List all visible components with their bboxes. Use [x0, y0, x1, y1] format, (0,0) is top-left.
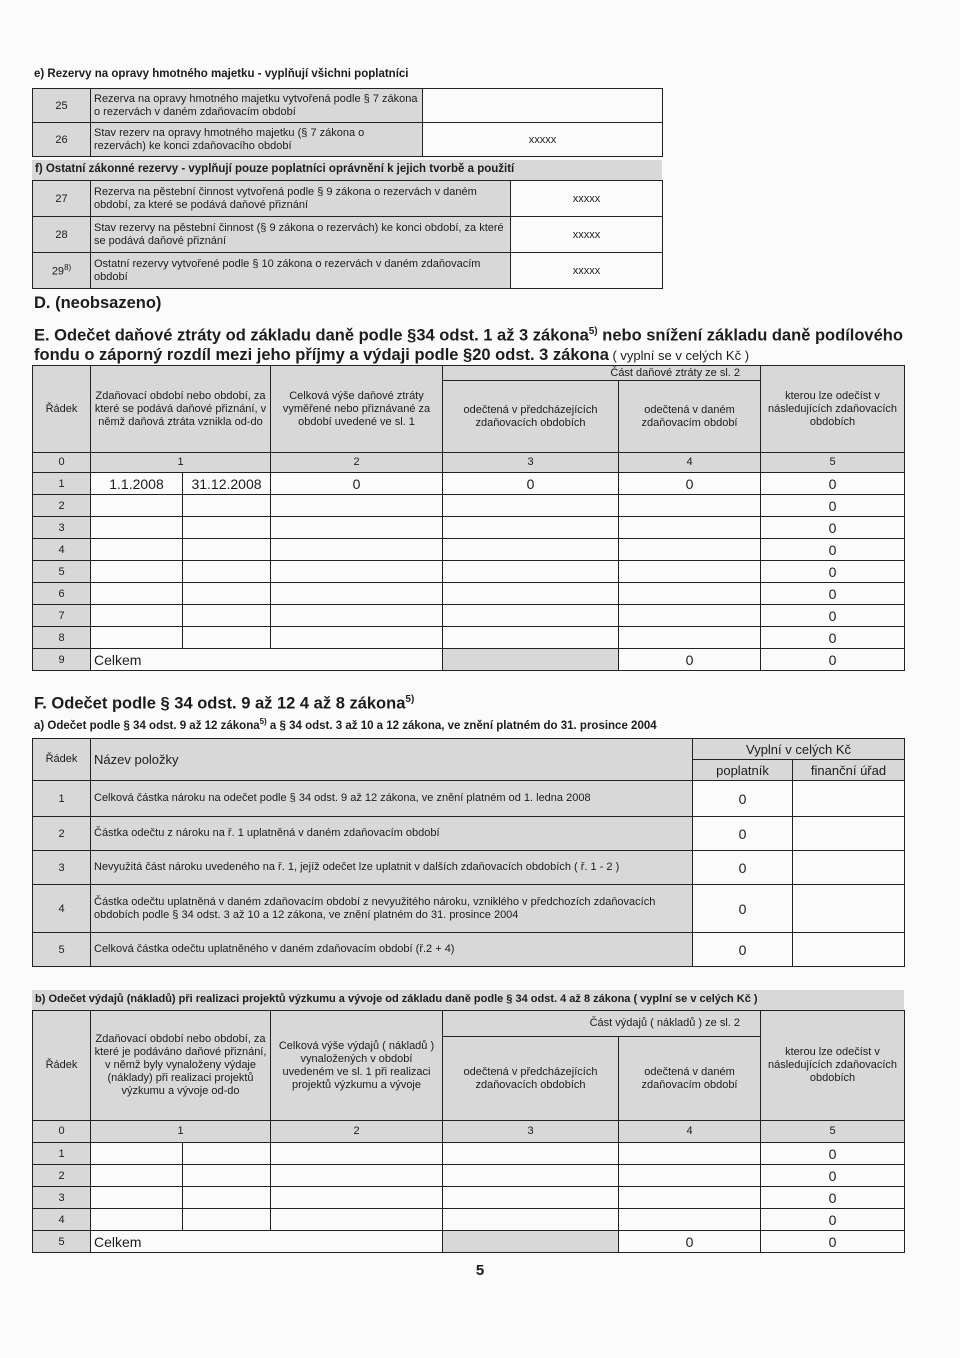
section-f-title: f) Ostatní zákonné rezervy - vyplňují pouze poplatníci oprávnění k jejich tvorbě a použití [32, 160, 662, 180]
value-cell[interactable]: 0 [761, 561, 905, 583]
value-cell[interactable] [271, 1209, 443, 1231]
table-row-total [33, 649, 905, 671]
period-to[interactable] [183, 583, 271, 605]
value-cell[interactable]: xxxxx [511, 217, 663, 253]
table-row [33, 1187, 905, 1209]
col-header-vyplni: Vyplní v celých Kč [693, 739, 905, 760]
value-cell[interactable]: 0 [619, 1231, 761, 1253]
period-to[interactable] [183, 1143, 271, 1165]
col-header-group: Část daňové ztráty ze sl. 2 [443, 366, 761, 381]
table-row [33, 1165, 905, 1187]
table-row [33, 561, 905, 583]
row-number: 26 [33, 123, 91, 157]
value-cell[interactable] [271, 583, 443, 605]
row-number: 4 [33, 1209, 91, 1231]
table-row [33, 217, 663, 253]
value-cell[interactable]: 0 [761, 649, 905, 671]
col-header-period: Zdaňovací období nebo období, za které se podává daňové přiznání, v němž daňová ztráta vznikla od-do [91, 366, 271, 453]
period-from[interactable] [91, 583, 183, 605]
section-F-title: F. Odečet podle § 34 odst. 9 až 12 4 až 8 zákona$^{5)}$ [34, 694, 415, 713]
section-d-title: D. (neobsazeno) [34, 294, 162, 312]
value-cell[interactable] [619, 495, 761, 517]
table-row [33, 851, 905, 885]
row-label: Rezerva na opravy hmotného majetku vytvořená podle § 7 zákona o rezervách v daném zdaňovacím období [91, 89, 423, 123]
value-cell[interactable]: 0 [761, 517, 905, 539]
value-cell[interactable] [271, 1143, 443, 1165]
value-cell[interactable] [443, 495, 619, 517]
deduction-table [32, 738, 905, 967]
value-cell[interactable] [271, 605, 443, 627]
table-row [33, 933, 905, 967]
table-row [33, 89, 663, 123]
value-cell[interactable] [619, 539, 761, 561]
value-cell [443, 1231, 619, 1253]
row-label: Ostatní rezervy vytvořené podle § 10 zákona o rezervách v daném zdaňovacím období [91, 253, 511, 289]
value-cell[interactable] [619, 561, 761, 583]
column-number-row [33, 453, 905, 473]
value-cell[interactable] [443, 1165, 619, 1187]
row-label: Nevyužitá část nároku uvedeného na ř. 1, jejíž odečet lze uplatnit v dalších zdaňovacích obdobích ( ř. 1 - 2 ) [91, 851, 693, 885]
period-to[interactable] [183, 561, 271, 583]
value-cell[interactable]: 0 [761, 1187, 905, 1209]
col-header-radek: Řádek [33, 366, 91, 453]
period-from[interactable] [91, 1209, 183, 1231]
row-label: Celková částka nároku na odečet podle § 34 odst. 9 až 12 zákona, ve znění platném od 1. ledna 2008 [91, 781, 693, 817]
column-number: 3 [443, 453, 619, 473]
column-number: 5 [761, 1121, 905, 1143]
column-number: 4 [619, 453, 761, 473]
column-number: 3 [443, 1121, 619, 1143]
col-header-group: Část výdajů ( nákladů ) ze sl. 2 [443, 1011, 761, 1037]
value-cell[interactable]: xxxxx [423, 123, 663, 157]
period-from[interactable] [91, 627, 183, 649]
research-table [32, 1010, 905, 1253]
value-cell[interactable] [443, 583, 619, 605]
value-cell[interactable]: 0 [271, 473, 443, 495]
col-header-previous: odečtená v předcházejících zdaňovacích obdobích [443, 381, 619, 453]
value-cell[interactable]: 0 [761, 539, 905, 561]
table-row-total [33, 1231, 905, 1253]
period-from[interactable] [91, 495, 183, 517]
value-cell[interactable] [443, 561, 619, 583]
value-cell[interactable]: 0 [761, 627, 905, 649]
column-number: 2 [271, 453, 443, 473]
value-cell[interactable] [271, 495, 443, 517]
row-number: 5 [33, 1231, 91, 1253]
table-row [33, 583, 905, 605]
section-e-title: e) Rezervy na opravy hmotného majetku - vyplňují všichni poplatníci [34, 68, 409, 80]
table-row [33, 817, 905, 851]
table-row [33, 539, 905, 561]
row-number: 5 [33, 933, 91, 967]
value-cell[interactable] [619, 1165, 761, 1187]
column-number: 2 [271, 1121, 443, 1143]
table-row [33, 517, 905, 539]
value-cell [443, 649, 619, 671]
row-number: 5 [33, 561, 91, 583]
value-cell-urad[interactable] [793, 781, 905, 817]
table-row [33, 253, 663, 289]
period-to[interactable] [183, 495, 271, 517]
row-number: 1 [33, 1143, 91, 1165]
col-header-total-loss: Celková výše daňové ztráty vyměřené nebo přiznávané za období uvedené ve sl. 1 [271, 366, 443, 453]
section-Fb-title: b) Odečet výdajů (nákladů) při realizaci projektů výzkumu a vývoje od základu daně podle § 34 odst. 4 až 8 zákona ( vyplní se v celých Kč ) [32, 990, 904, 1010]
table-row [33, 627, 905, 649]
period-from[interactable] [91, 1165, 183, 1187]
value-cell[interactable] [619, 1209, 761, 1231]
value-cell[interactable]: 0 [761, 1209, 905, 1231]
value-cell-poplatnik[interactable]: 0 [693, 851, 793, 885]
value-cell[interactable]: 0 [761, 1143, 905, 1165]
total-label: Celkem [91, 649, 443, 671]
value-cell[interactable] [443, 517, 619, 539]
value-cell[interactable] [271, 627, 443, 649]
value-cell[interactable]: 0 [761, 1165, 905, 1187]
value-cell[interactable] [271, 561, 443, 583]
value-cell-urad[interactable] [793, 851, 905, 885]
value-cell[interactable]: xxxxx [511, 253, 663, 289]
value-cell[interactable] [443, 627, 619, 649]
col-header-urad: finanční úřad [793, 760, 905, 781]
row-number: 25 [33, 89, 91, 123]
column-number: 4 [619, 1121, 761, 1143]
row-number: 7 [33, 605, 91, 627]
col-header-radek: Řádek [33, 739, 91, 781]
col-header-previous: odečtená v předcházejících zdaňovacích obdobích [443, 1037, 619, 1121]
period-from[interactable] [91, 605, 183, 627]
value-cell[interactable] [271, 1165, 443, 1187]
period-from[interactable] [91, 517, 183, 539]
value-cell[interactable]: 0 [761, 605, 905, 627]
period-from[interactable]: 1.1.2008 [91, 473, 183, 495]
table-row [33, 1143, 905, 1165]
table-row [33, 1209, 905, 1231]
row-number: 8 [33, 627, 91, 649]
col-header-current: odečtená v daném zdaňovacím období [619, 381, 761, 453]
value-cell[interactable] [619, 1187, 761, 1209]
value-cell[interactable] [443, 605, 619, 627]
period-to[interactable] [183, 539, 271, 561]
value-cell-poplatnik[interactable]: 0 [693, 817, 793, 851]
column-number: 0 [33, 453, 91, 473]
value-cell[interactable] [619, 583, 761, 605]
col-header-total-costs: Celková výše výdajů ( nákladů ) vynaložených v období uvedeném ve sl. 1 při realizaci projektů výzkumu a vývoje [271, 1011, 443, 1121]
row-number: 2 [33, 817, 91, 851]
row-label: Částka odečtu z nároku na ř. 1 uplatněná v daném zdaňovacím období [91, 817, 693, 851]
column-number: 1 [91, 1121, 271, 1143]
row-number: 3 [33, 851, 91, 885]
total-label: Celkem [91, 1231, 443, 1253]
loss-table [32, 365, 905, 671]
row-number: 1 [33, 473, 91, 495]
column-number: 0 [33, 1121, 91, 1143]
col-header-period: Zdaňovací období nebo období, za které je podáváno daňové přiznání, v němž byly vynaloženy výdaje (náklady) při realizaci projektů výzkumu a vývoje od-do [91, 1011, 271, 1121]
row-number: 3 [33, 1187, 91, 1209]
row-number: 6 [33, 583, 91, 605]
value-cell[interactable] [443, 539, 619, 561]
row-label: Částka odečtu uplatněná v daném zdaňovacím období z nevyužitého nároku, vzniklého v předchozích zdaňovacích obdobích podle § 34 odst. 3 až 10 a 12 zákona, ve znění platném do 31. prosince 2004 [91, 885, 693, 933]
period-from[interactable] [91, 1187, 183, 1209]
row-label: Stav rezervy na pěstební činnost (§ 9 zákona o rezervách) ke konci období, za které se podává daňové přiznání [91, 217, 511, 253]
table-row [33, 181, 663, 217]
table-row [33, 885, 905, 933]
table-row [33, 473, 905, 495]
row-number: 27 [33, 181, 91, 217]
value-cell-poplatnik[interactable]: 0 [693, 933, 793, 967]
col-header-following: kterou lze odečíst v následujících zdaňovacích obdobích [761, 366, 905, 453]
col-header-radek: Řádek [33, 1011, 91, 1121]
value-cell[interactable]: 0 [619, 473, 761, 495]
period-to[interactable] [183, 517, 271, 539]
row-number: 1 [33, 781, 91, 817]
period-from[interactable] [91, 539, 183, 561]
value-cell[interactable] [443, 1209, 619, 1231]
period-from[interactable] [91, 561, 183, 583]
value-cell[interactable] [423, 89, 663, 123]
period-to[interactable]: 31.12.2008 [183, 473, 271, 495]
value-cell[interactable] [443, 1143, 619, 1165]
row-number: 2 [33, 495, 91, 517]
row-label: Celková částka odečtu uplatněného v daném zdaňovacím období (ř.2 + 4) [91, 933, 693, 967]
section-e-table [32, 88, 663, 157]
value-cell[interactable] [271, 1187, 443, 1209]
value-cell[interactable] [619, 605, 761, 627]
column-number: 1 [91, 453, 271, 473]
value-cell[interactable]: 0 [761, 1231, 905, 1253]
value-cell[interactable]: 0 [761, 583, 905, 605]
period-to[interactable] [183, 1165, 271, 1187]
period-to[interactable] [183, 627, 271, 649]
value-cell[interactable]: xxxxx [511, 181, 663, 217]
value-cell[interactable] [619, 517, 761, 539]
value-cell-urad[interactable] [793, 885, 905, 933]
period-from[interactable] [91, 1143, 183, 1165]
page-number: 5 [475, 1262, 485, 1279]
row-number: 3 [33, 517, 91, 539]
period-to[interactable] [183, 1209, 271, 1231]
row-number: 28 [33, 217, 91, 253]
row-number: 4 [33, 539, 91, 561]
period-to[interactable] [183, 605, 271, 627]
col-header-poplatnik: poplatník [693, 760, 793, 781]
value-cell[interactable] [271, 539, 443, 561]
column-number: 5 [761, 453, 905, 473]
section-E-title: E. Odečet daňové ztráty od základu daně podle §34 odst. 1 až 3 zákona$^{5)}$ nebo snížení základu daně podílového fondu o záporný rozdíl mezi jeho příjmy a výdaji podle §20 odst. 3 zákona ( vyplní se v celých Kč ) [34, 326, 903, 364]
section-Fa-title: a) Odečet podle § 34 odst. 9 až 12 zákona$^{5)}$ a § 34 odst. 3 až 10 a 12 zákona, ve znění platném do 31. prosince 2004 [34, 717, 657, 732]
section-f-table [32, 180, 663, 289]
column-number-row [33, 1121, 905, 1143]
value-cell[interactable] [271, 517, 443, 539]
row-number: 9 [33, 649, 91, 671]
value-cell[interactable]: 0 [761, 495, 905, 517]
value-cell-poplatnik[interactable]: 0 [693, 781, 793, 817]
col-header-nazev: Název položky [91, 739, 693, 781]
row-label: Stav rezerv na opravy hmotného majetku (§ 7 zákona o rezervách) ke konci zdaňovacího období [91, 123, 423, 157]
table-row [33, 123, 663, 157]
value-cell[interactable] [619, 1143, 761, 1165]
value-cell[interactable]: 0 [619, 649, 761, 671]
value-cell[interactable]: 0 [443, 473, 619, 495]
value-cell-urad[interactable] [793, 933, 905, 967]
period-to[interactable] [183, 1187, 271, 1209]
value-cell-poplatnik[interactable]: 0 [693, 885, 793, 933]
value-cell[interactable] [443, 1187, 619, 1209]
col-header-following: kterou lze odečíst v následujících zdaňovacích obdobích [761, 1011, 905, 1121]
value-cell[interactable] [619, 627, 761, 649]
row-label: Rezerva na pěstební činnost vytvořená podle § 9 zákona o rezervách v daném období, za které se podává daňové přiznání [91, 181, 511, 217]
row-number: 2 [33, 1165, 91, 1187]
col-header-current: odečtená v daném zdaňovacím období [619, 1037, 761, 1121]
table-row [33, 495, 905, 517]
value-cell-urad[interactable] [793, 817, 905, 851]
value-cell[interactable]: 0 [761, 473, 905, 495]
table-row [33, 781, 905, 817]
row-number: 4 [33, 885, 91, 933]
table-row [33, 605, 905, 627]
row-number: 29$^{8)}$ [33, 253, 91, 289]
